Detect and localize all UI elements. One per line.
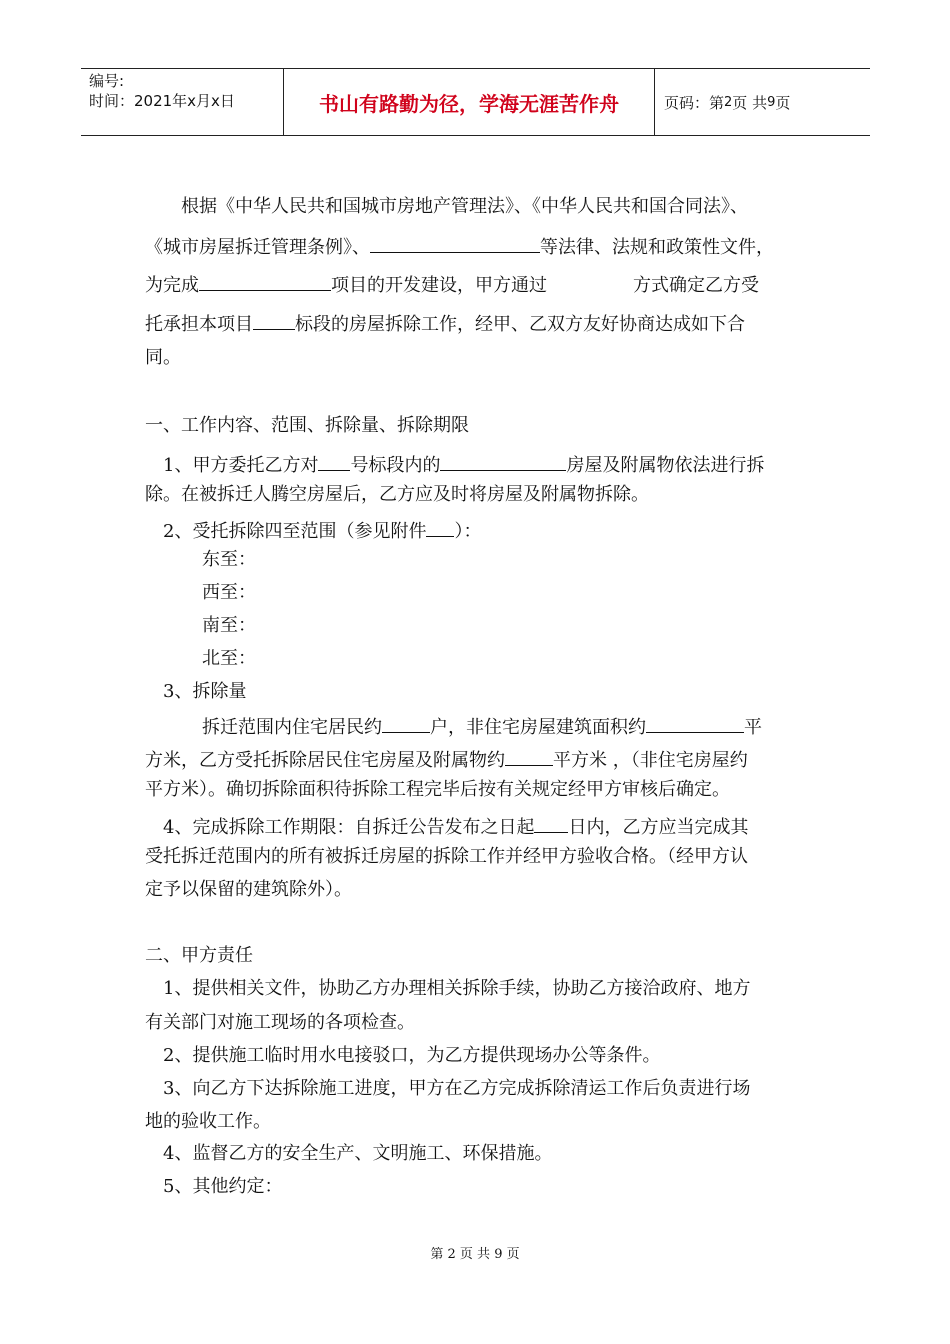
page-mid: 页 共 xyxy=(732,93,768,112)
section2-item2: 2、提供施工临时用水电接驳口，为乙方提供现场办公等条件。 xyxy=(163,1045,661,1066)
item1-text-c: 房屋及附属物依法进行拆 xyxy=(566,455,765,476)
item1-text-a: 1、甲方委托乙方对 xyxy=(163,455,319,476)
blank-field xyxy=(318,450,350,471)
serial-label: 编号: xyxy=(89,72,125,90)
section1-item4-cont2: 定予以保留的建筑除外）。 xyxy=(145,879,352,900)
section1-item4-cont1: 受托拆迁范围内的所有被拆迁房屋的拆除工作并经甲方验收合格。（经甲方认 xyxy=(145,846,748,867)
footer-mid: 页 共 xyxy=(459,1247,491,1262)
blank-field xyxy=(253,309,295,330)
quantity-line-1 xyxy=(202,712,762,740)
page-current: 2 xyxy=(724,94,733,110)
quantity-line-2 xyxy=(145,745,748,773)
quantity-text-e: 平方米 ，（非住宅房屋约 xyxy=(553,750,748,771)
section2-title: 二、甲方责任 xyxy=(145,945,253,966)
intro-line-4a: 托承担本项目 xyxy=(145,314,253,335)
blank-field xyxy=(199,270,331,291)
boundary-west: 西至： xyxy=(202,582,256,603)
intro-line-1: 根据《中华人民共和国城市房地产管理法》、《中华人民共和国合同法》、 xyxy=(181,196,748,217)
intro-line-2a: 《城市房屋拆迁管理条例》、 xyxy=(145,237,370,258)
page-total: 9 xyxy=(767,94,776,110)
section1-item4 xyxy=(163,812,748,840)
footer-prefix: 第 xyxy=(430,1247,444,1262)
item2-text-b: ）： xyxy=(454,521,482,542)
intro-line-5: 同。 xyxy=(145,347,181,368)
section1-item3: 3、拆除量 xyxy=(163,681,247,702)
quantity-text-a: 拆迁范围内住宅居民约 xyxy=(202,717,382,738)
header-page-info xyxy=(655,69,870,135)
page-header xyxy=(81,68,870,136)
section2-item1: 1、提供相关文件，协助乙方办理相关拆除手续，协助乙方接洽政府、地方 xyxy=(163,978,751,999)
intro-line-3 xyxy=(145,270,759,298)
quantity-line-3: 平方米）。确切拆除面积待拆除工程完毕后按有关规定经甲方审核后确定。 xyxy=(145,779,730,800)
blank-field xyxy=(440,450,566,471)
boundary-north: 北至： xyxy=(202,648,256,669)
section2-item4: 4、监督乙方的安全生产、文明施工、环保措施。 xyxy=(163,1143,553,1164)
blank-field xyxy=(534,812,568,833)
quantity-text-c: 平 xyxy=(744,717,762,738)
section2-item5: 5、其他约定： xyxy=(163,1176,283,1197)
header-meta xyxy=(81,69,283,135)
section1-item2 xyxy=(163,516,481,544)
intro-line-4b: 标段的房屋拆除工作，经甲、乙双方友好协商达成如下合 xyxy=(295,314,745,335)
time-label: 时间：2021年x月x日 xyxy=(89,92,235,110)
section1-item1 xyxy=(163,450,764,478)
intro-line-2b: 等法律、法规和政策性文件， xyxy=(540,237,774,258)
intro-line-3c: 方式确定乙方受 xyxy=(633,275,759,296)
section2-item1-cont: 有关部门对施工现场的各项检查。 xyxy=(145,1012,415,1033)
footer-total: 9 xyxy=(494,1247,503,1262)
blank-field xyxy=(426,516,454,537)
boundary-south: 南至： xyxy=(202,615,256,636)
intro-line-3b: 项目的开发建设，甲方通过 xyxy=(331,275,547,296)
footer-suffix: 页 xyxy=(506,1247,520,1262)
blank-field xyxy=(505,745,553,766)
page-suffix: 页 xyxy=(775,93,791,112)
intro-line-3a: 为完成 xyxy=(145,275,199,296)
quantity-text-d: 方米，乙方受托拆除居民住宅房屋及附属物约 xyxy=(145,750,505,771)
section1-item1-cont: 除。在被拆迁人腾空房屋后，乙方应及时将房屋及附属物拆除。 xyxy=(145,484,649,505)
blank-field xyxy=(370,232,540,253)
item1-text-b: 号标段内的 xyxy=(350,455,441,476)
page-prefix: 页码：第 xyxy=(664,93,725,112)
blank-field xyxy=(646,712,744,733)
item2-text-a: 2、受托拆除四至范围（参见附件 xyxy=(163,521,427,542)
page-footer xyxy=(0,1246,950,1264)
intro-line-2 xyxy=(145,232,774,260)
section2-item3: 3、向乙方下达拆除施工进度，甲方在乙方完成拆除清运工作后负责进行场 xyxy=(163,1078,751,1099)
blank-field xyxy=(382,712,430,733)
header-motto: 书山有路勤为径，学海无涯苦作舟 xyxy=(283,69,655,135)
intro-line-4 xyxy=(145,309,745,337)
item4-text-b: 日内，乙方应当完成其 xyxy=(568,817,749,838)
footer-current: 2 xyxy=(447,1247,456,1262)
section2-item3-cont: 地的验收工作。 xyxy=(145,1111,271,1132)
item4-text-a: 4、完成拆除工作期限：自拆迁公告发布之日起 xyxy=(163,817,535,838)
section1-title: 一、工作内容、范围、拆除量、拆除期限 xyxy=(145,415,469,436)
quantity-text-b: 户，非住宅房屋建筑面积约 xyxy=(430,717,646,738)
boundary-east: 东至： xyxy=(202,549,256,570)
